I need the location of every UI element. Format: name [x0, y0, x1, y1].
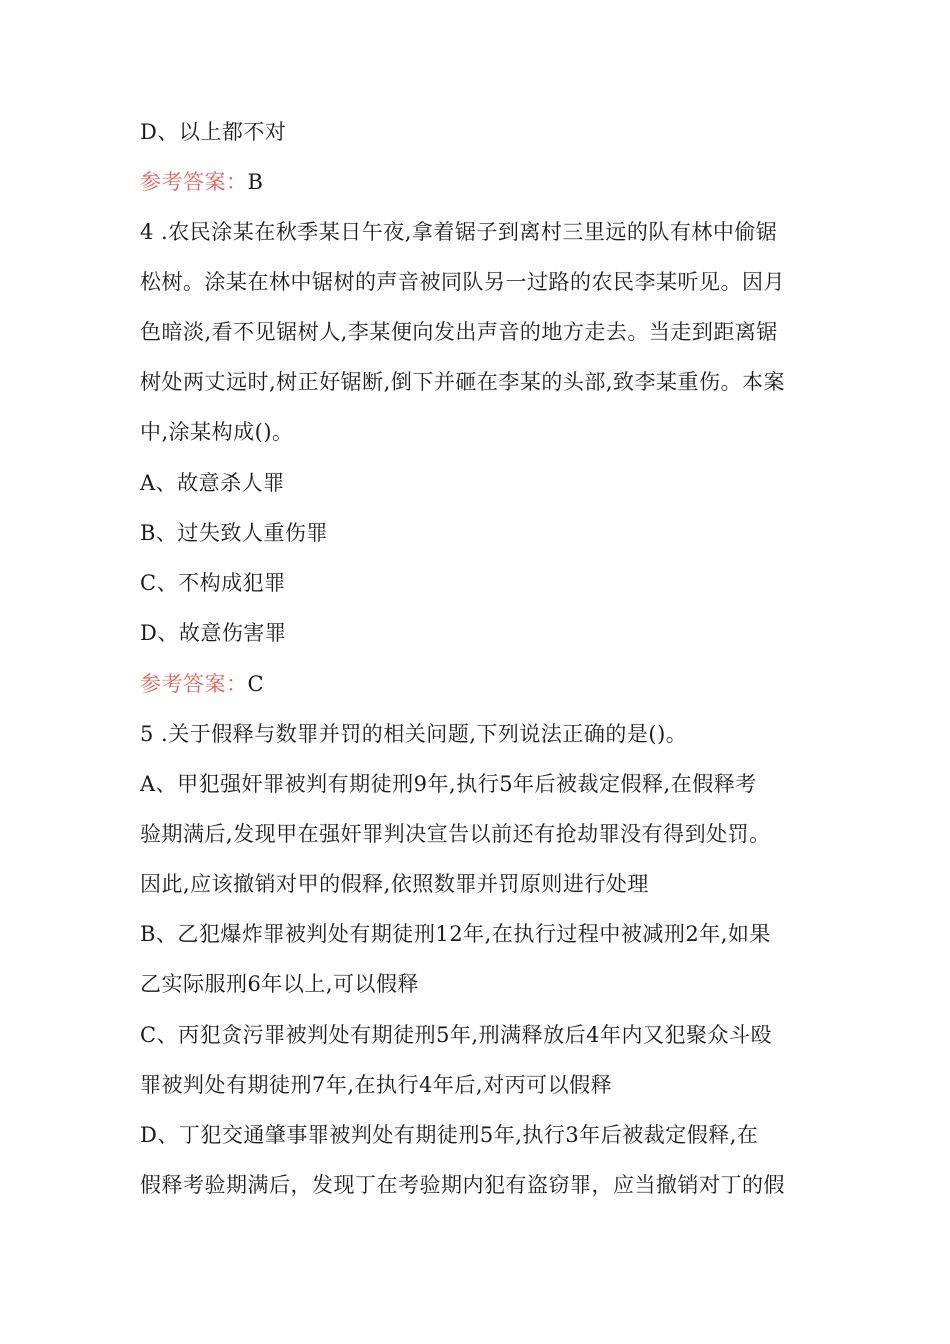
q4-answer	[140, 669, 830, 699]
q3-option-d: D、以上都不对	[140, 120, 287, 144]
answer-label: 参考答案：	[140, 170, 248, 194]
q5-option-line: 乙实际服刑6年以上,可以假释	[140, 972, 420, 996]
q5-option-line: 罪被判处有期徒刑7年,在执行4年后,对丙可以假释	[140, 1073, 613, 1097]
q4-option-d: D、故意伤害罪	[140, 621, 287, 645]
answer-value: B	[247, 170, 264, 194]
q4-stem-line: 松树。涂某在林中锯树的声音被同队另一过路的农民李某听见。因月	[140, 270, 785, 294]
q5-stem: 5 .关于假释与数罪并罚的相关问题,下列说法正确的是()。	[140, 722, 688, 746]
q4-option-a: A、故意杀人罪	[140, 471, 285, 495]
q5-option-line: 因此,应该撤销对甲的假释,依照数罪并罚原则进行处理	[140, 872, 649, 896]
q4-stem-line: 色暗淡,看不见锯树人,李某便向发出声音的地方走去。当走到距离锯	[140, 320, 778, 344]
q5-option-line: 验期满后,发现甲在强奸罪判决宣告以前还有抢劫罪没有得到处罚。	[140, 822, 771, 846]
answer-label: 参考答案：	[140, 672, 248, 696]
q5-option-line: B、乙犯爆炸罪被判处有期徒刑12年,在执行过程中被减刑2年,如果	[140, 922, 771, 946]
q3-answer	[140, 167, 830, 197]
q5-option-line: A、甲犯强奸罪被判有期徒刑9年,执行5年后被裁定假释,在假释考	[140, 772, 757, 796]
answer-value: C	[247, 672, 265, 696]
q4-stem-line: 4 .农民涂某在秋季某日午夜,拿着锯子到离村三里远的队有林中偷锯	[140, 220, 778, 244]
q4-option-b: B、过失致人重伤罪	[140, 521, 328, 545]
q4-stem-line: 树处两丈远时,树正好锯断,倒下并砸在李某的头部,致李某重伤。本案	[140, 370, 786, 394]
q4-option-c: C、不构成犯罪	[140, 571, 286, 595]
q5-option-line: 假释考验期满后，发现丁在考验期内犯有盗窃罪，应当撤销对丁的假	[140, 1173, 785, 1197]
q5-option-line: C、丙犯贪污罪被判处有期徒刑5年,刑满释放后4年内又犯聚众斗殴	[140, 1023, 772, 1047]
q4-stem-line: 中,涂某构成()。	[140, 420, 294, 444]
q5-option-line: D、丁犯交通肇事罪被判处有期徒刑5年,执行3年后被裁定假释,在	[140, 1123, 759, 1147]
